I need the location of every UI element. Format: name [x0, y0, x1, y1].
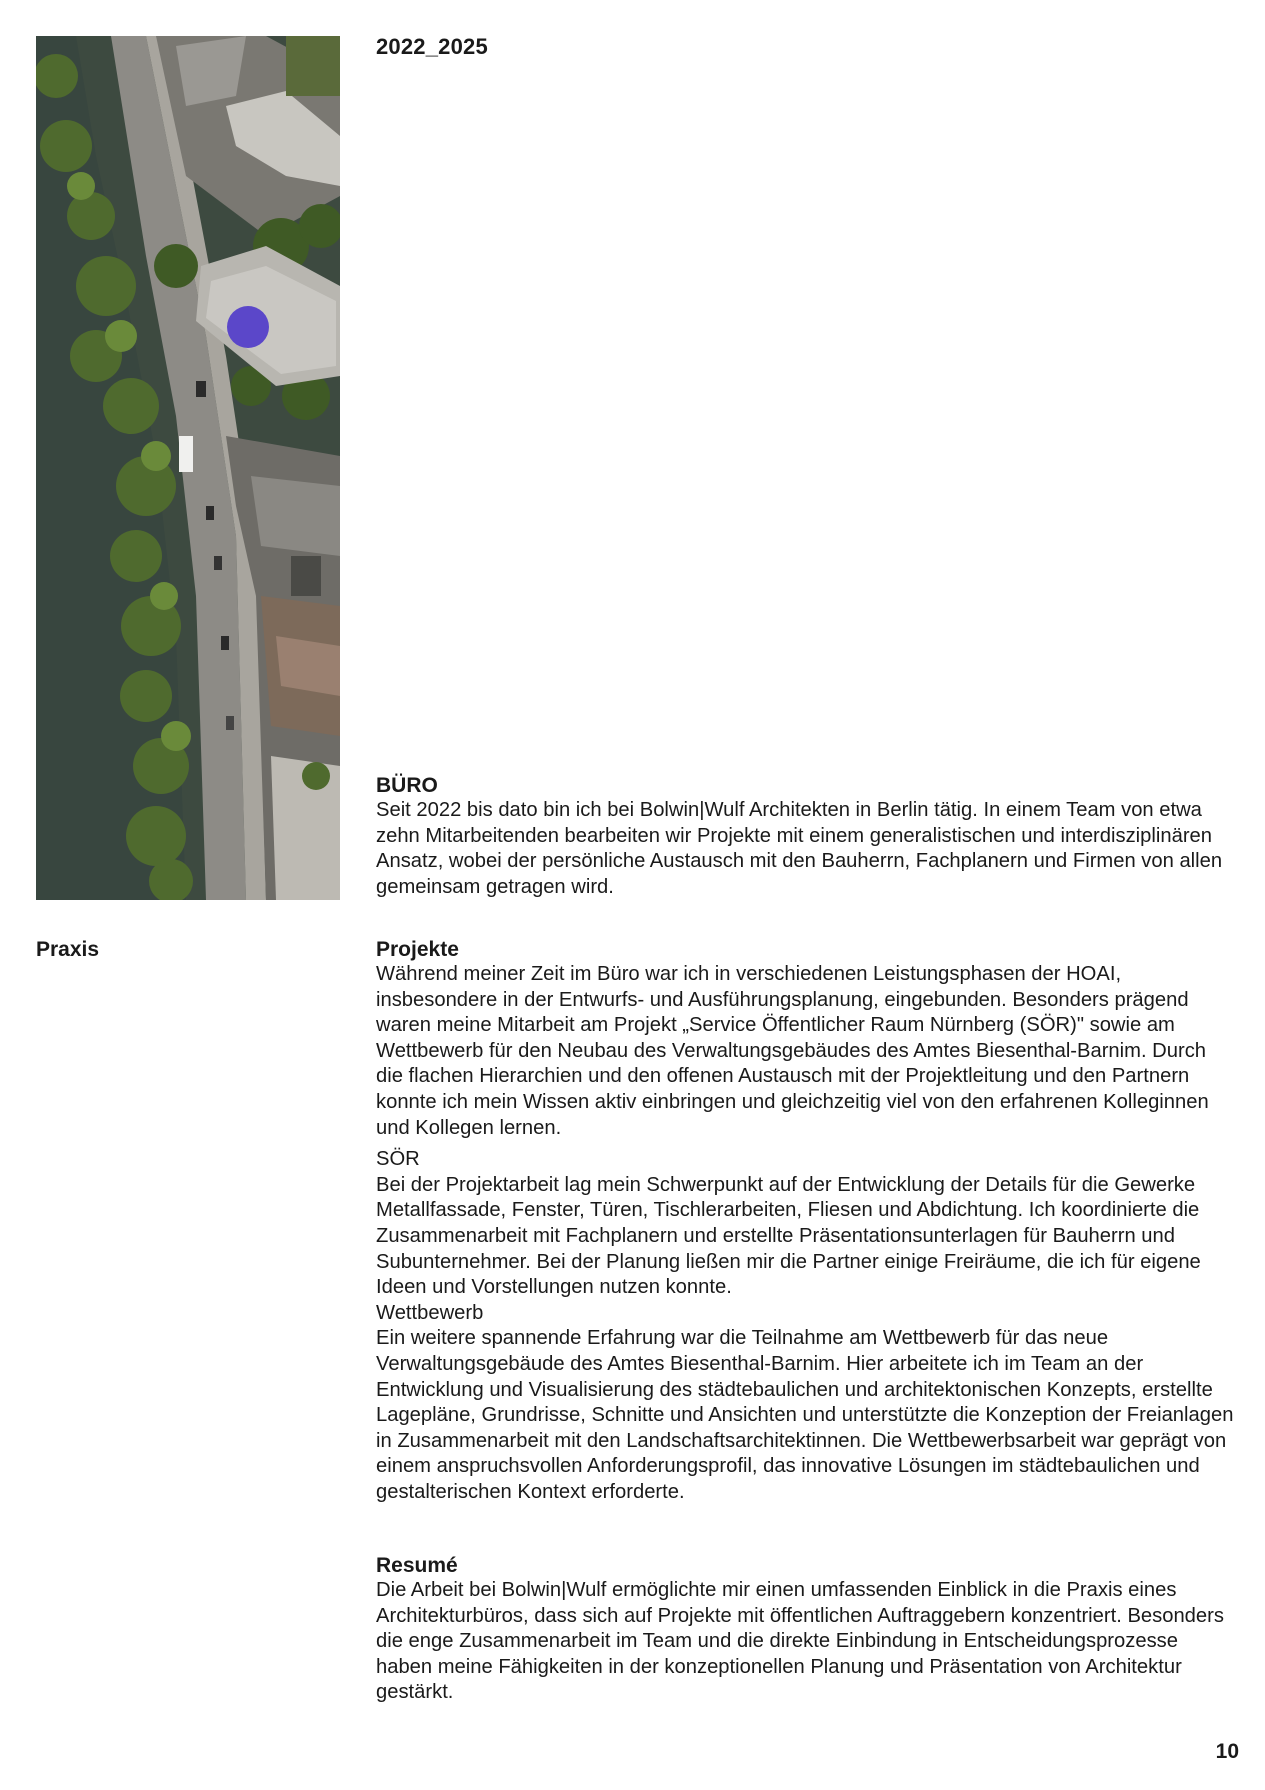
projekte-text: Während meiner Zeit im Büro war ich in verschiedenen Leistungsphasen der HOAI, insbesondere in der Entwurfs- und Ausführungsplanung, eingebunden. Besonders prägend waren meine Mitarbeit am Projekt „Service Öffentlicher Raum Nürnberg (SÖR)" sowie am Wettbewerb für den Neubau des Verwaltungsgebäudes des Amtes Biesenthal-Barnim. Durch die flachen Hierarchien und den offenen Austausch mit der Projektleitung und den Partnern konnte ich mein Wissen aktiv einbringen und gleichzeitig viel von den erfahrenen Kolleginnen und Kollegen lernen.	[376, 963, 1209, 1139]
wettbewerb-title: Wettbewerb	[376, 1301, 484, 1324]
projekte-title: Projekte	[376, 938, 459, 961]
page-number: 10	[1215, 1740, 1239, 1763]
year-range: 2022_2025	[376, 34, 488, 59]
aerial-photo	[36, 36, 340, 900]
resume-title: Resumé	[376, 1554, 458, 1577]
soer-text: Bei der Projektarbeit lag mein Schwerpunkt auf der Entwicklung der Details für die Gewerke Metallfassade, Fenster, Türen, Tischlerarbeiten, Fliesen und Abdichtung. Ich koordinierte die Zusammenarbeit mit Fachplanern und erstellte Präsentationsunterlagen für Bauherrn und Subunternehmer. Bei der Planung ließen mir die Partner einige Freiräume, die ich für eigene Ideen und Vorstellungen nutzen konnte.	[376, 1173, 1201, 1299]
section-resume	[376, 1553, 1234, 1706]
buero-title: BÜRO	[376, 774, 438, 797]
soer-title: SÖR	[376, 1148, 420, 1171]
wettbewerb-text: Ein weitere spannende Erfahrung war die Teilnahme am Wettbewerb für das neue Verwaltungsgebäude des Amtes Biesenthal-Barnim. Hier arbeitete ich im Team an der Entwicklung und Visualisierung des städtebaulichen und architektonischen Konzepts, erstellte Lagepläne, Grundrisse, Schnitte und Ansichten und unterstützte die Konzeption der Freianlagen in Zusammenarbeit mit den Landschaftsarchitektinnen. Die Wettbewerbsarbeit war geprägt von einem anspruchsvollen Anforderungsprofil, das innovative Lösungen im städtebaulichen und gestalterischen Kontext erforderte.	[376, 1327, 1234, 1503]
side-label: Praxis	[36, 938, 100, 961]
resume-text: Die Arbeit bei Bolwin|Wulf ermöglichte mir einen umfassenden Einblick in die Praxis eines Architekturbüros, dass sich auf Projekte mit öffentlichen Auftraggebern konzentriert. Besonders die enge Zusammenarbeit im Team und die direkte Einbindung in Entscheidungsprozesse haben meine Fähigkeiten in der konzeptionellen Planung und Präsentation von Architektur gestärkt.	[376, 1579, 1224, 1704]
section-buero	[376, 773, 1234, 900]
buero-text: Seit 2022 bis dato bin ich bei Bolwin|Wulf Architekten in Berlin tätig. In einem Team von etwa zehn Mitarbeitenden bearbeiten wir Projekte mit einem generalistischen und interdisziplinären Ansatz, wobei der persönliche Austausch mit den Bauherrn, Fachplanern und Firmen von allen gemeinsam getragen wird.	[376, 799, 1223, 898]
section-projekte	[376, 937, 1234, 1505]
location-marker	[227, 306, 269, 348]
